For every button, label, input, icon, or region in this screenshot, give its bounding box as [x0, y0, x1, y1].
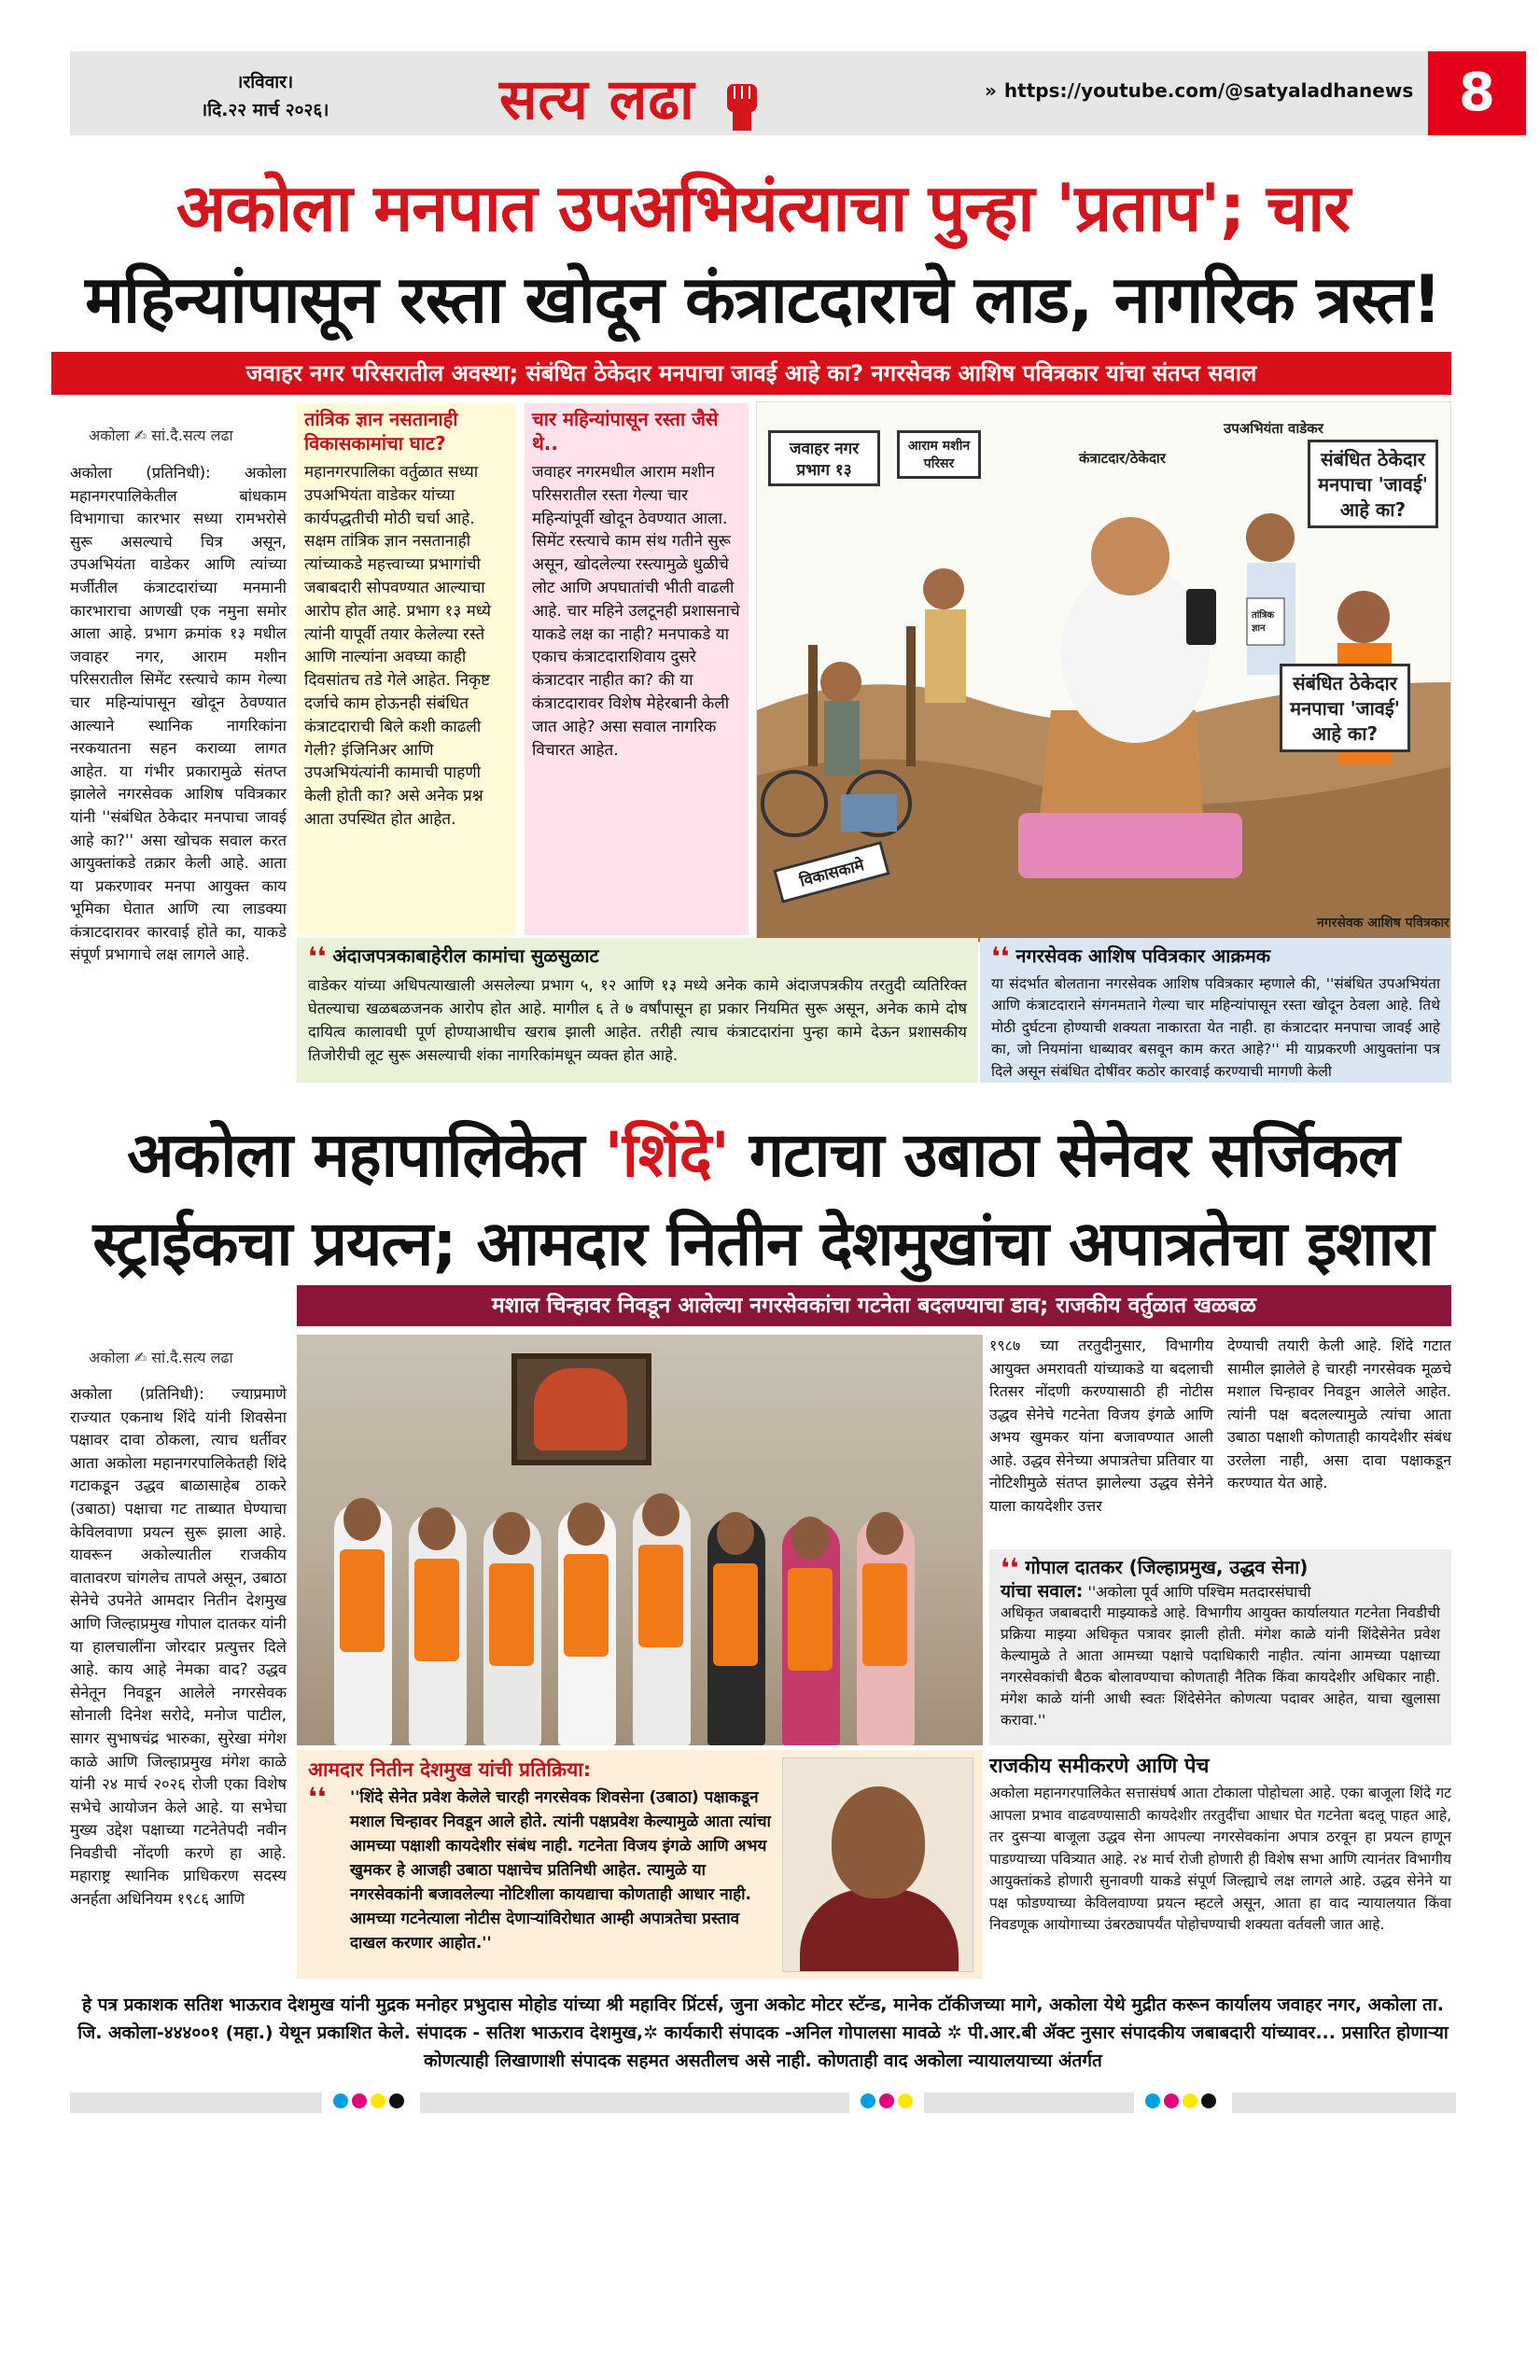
cartoon-label-engineer: उपअभियंता वाडेकर	[1224, 420, 1323, 437]
box2-body: जवाहर नगरमधील आराम मशीन परिसरातील रस्ता गेल्या चार महिन्यांपूर्वी खोदून ठेवण्यात आला. सिमेंट रस्त्याचे काम संथ गतीने सुरू असून, खोदलेल्या रस्त्यामुळे धुळीचे लोट आणि अपघातांची भीती वाढली आहे. चार महिने उलटूनही प्रशासनाचे याकडे लक्ष का नाही? मनपाकडे या एकाच कंत्राटदाराशिवाय दुसरे कंत्राटदार नाहीत का? की या कंत्राटदारावर विशेष मेहेरबानी केली जात आहे? असा सवाल नागरिक विचारत आहेत.	[532, 463, 740, 760]
newspaper-logo-text: सत्य लढा	[499, 67, 695, 133]
cartoon-label-contractor: कंत्राटदार/ठेकेदार	[1079, 450, 1166, 467]
react-title: आमदार नितीन देशमुख यांची प्रतिक्रिया:	[308, 1758, 592, 1781]
portrait-frame	[511, 1353, 651, 1465]
double-chevron-right-icon: »	[985, 79, 997, 102]
story2-headline-line1	[70, 1111, 1456, 1195]
story1-byline: अकोला ✍ सां.दै.सत्य लढा	[89, 427, 233, 444]
story2-body-right2: देण्याची तयारी केली आहे. शिंदे गटात सामील झालेले हे चारही नगरसेवक मूळचे मशाल चिन्हावर निवडून आलेले आहेत. त्यांनी पक्ष बदलल्यामुळे त्यांचा आता उबाठा पक्षाशी कोणताही कायदेशीर संबंध उरलेला नाही, असा दावा पक्षाकडून करण्यात येत आहे.	[1227, 1337, 1451, 1491]
masthead-day: ।रविवार।	[236, 72, 294, 92]
footer-bar-left	[70, 2093, 322, 2113]
cartoon-credit: नगरसेवक आशिष पवित्रकार	[1317, 916, 1449, 931]
cmyk-dots-right	[1143, 2093, 1218, 2112]
blue-box-title: नगरसेवक आशिष पवित्रकार आक्रमक	[1015, 945, 1271, 967]
quote-icon: ❛❛	[308, 1782, 327, 1813]
news-photo-group	[297, 1335, 983, 1745]
youtube-url: https://youtube.com/@satyaladhanews	[1003, 79, 1414, 102]
story2-headline-pre: अकोला महापालिकेत	[127, 1119, 605, 1191]
youtube-link[interactable]	[985, 79, 1413, 102]
story2-subhead: मशाल चिन्हावर निवडून आलेल्या नगरसेवकांचा गटनेता बदलण्याचा डाव; राजकीय वर्तुळात खळबळ	[297, 1285, 1451, 1326]
box-technical-knowledge	[297, 403, 516, 935]
box-corporator-aggressive	[980, 938, 1451, 1083]
story1-headline-line1: अकोला मनपात उपअभियंत्याचा पुन्हा 'प्रताप'; चार	[175, 170, 1351, 246]
cartoon-sign-jawai-bottom: संबंधित ठेकेदार मनपाचा 'जावई' आहे का?	[1280, 664, 1410, 752]
green-box-title: अंदाजपत्रकाबाहेरील कामांचा सुळसुळाट	[332, 945, 599, 967]
story2-headline-line2: स्ट्राईकचा प्रयत्न; आमदार नितीन देशमुखांचा अपात्रतेचा इशारा	[92, 1208, 1434, 1280]
masthead-date-text: ।दि.२२ मार्च २०२६।	[201, 100, 329, 120]
cmyk-dots-center	[859, 2093, 915, 2112]
quote-icon: ❛❛	[991, 941, 1010, 973]
green-box-body: वाडेकर यांच्या अधिपत्याखाली असलेल्या प्रभाग ५, १२ आणि १३ मध्ये अनेक कामे अंदाजपत्रकीय तरतुदी व्यतिरिक्त घेतल्याचा खळबळजनक आरोप होत आहे. मागील ६ ते ७ वर्षांपासून हा प्रकार नियमित सुरू असून, अनेक कामे दोष दायित्व कालावधी पूर्ण होण्याआधीच खराब झाली आहेत. तरीही त्याच कंत्राटदारांना पुन्हा कामे देऊन प्रशासकीय तिजोरीची लूट सुरू असल्याची शंका नागरिकांमधून व्यक्त होत आहे.	[308, 975, 967, 1064]
imprint-line: हे पत्र प्रकाशक सतिश भाऊराव देशमुख यांनी मुद्रक मनोहर प्रभुदास मोहोड यांच्या श्री महाविर प्रिंटर्स, जुना अकोट मोटर स्टॅन्ड, मानेक टॉकीजच्या मागे, अकोला येथे मुद्रीत करून कार्यालय जवाहर नगर, अकोला ता. जि. अकोला-४४४००१ (महा.) येथून प्रकाशित केले. संपादक - सतिश भाऊराव देशमुख,✲ कार्यकारी संपादक -अनिल गोपालसा मावळे ✲ पी.आर.बी ॲक्ट नुसार संपादकीय जबाबदारी यांच्यावर... प्रसारित होणाऱ्या कोणत्याही लिखाणाशी संपादक सहमत असतीलच असे नाही. कोणताही वाद अकोला न्यायालयाच्या अंतर्गत	[77, 1995, 1449, 2071]
box1-body: महानगरपालिका वर्तुळात सध्या उपअभियंता वाडेकर यांच्या कार्यपद्धतीची मोठी चर्चा आहे. सक्षम तांत्रिक ज्ञान नसतानाही त्यांच्याकडे महत्त्वाच्या प्रभागांची जबाबदारी सोपवण्यात आल्याचा आरोप होत आहे. प्रभाग १३ मध्ये त्यांनी यापूर्वी तयार केलेल्या रस्ते आणि नाल्यांना अवघ्या काही दिवसांतच तडे गेले आहेत. निकृष्ट दर्जाचे काम होऊनही संबंधित कंत्राटदाराची बिले कशी काढली गेली? इंजिनिअर आणि उपअभियंत्यांनी कामाची पाहणी केली होती का? असे अनेक प्रश्न आता उपस्थित होत आहेत.	[304, 463, 492, 829]
datkar-body-a: ''अकोला पूर्व आणि पश्चिम मतदारसंघाची	[1087, 1582, 1311, 1601]
editorial-cartoon	[756, 401, 1451, 943]
blue-box-body: या संदर्भात बोलताना नगरसेवक आशिष पवित्रकार म्हणाले की, ''संबंधित उपअभियंता आणि कंत्राटदाराने संगनमताने गेल्या चार महिन्यांपासून रस्ता खोदून ठेवला आहे. तिथे मोठी दुर्घटना होण्याची शक्यता नाकारता येत नाही. हा कंत्राटदार मनपाचा जावई आहे का, जो नियमांना धाब्यावर बसवून काम करत आहे?'' मी याप्रकरणी आयुक्तांना पत्र दिले असून संबंधित दोषींवर कठोर कारवाई करण्याची मागणी केली	[991, 974, 1440, 1080]
datkar-prefix: यांचा सवाल:	[1001, 1580, 1084, 1602]
datkar-title: गोपाल दातकर (जिल्हाप्रमुख, उद्धव सेना)	[1025, 1556, 1309, 1578]
raised-fist-icon	[716, 77, 768, 133]
footer-bar-mid-right	[924, 2093, 1134, 2113]
story2-headline-post: गटाचा उबाठा सेनेवर सर्जिकल	[728, 1119, 1399, 1191]
story2-body-right1: १९८७ च्या तरतुदीनुसार, विभागीय आयुक्त अमरावती यांच्याकडे या बदलाची रितसर नोंदणी करण्यासाठी ही नोटीस उद्धव सेनेचे गटनेता विजय इंगळे आणि अभय खुमकर यांना बजावण्यात आली आहे. उद्धव सेनेच्या अपात्रतेचा प्रतिवार या नोटिशीमुळे संतप्त झालेल्या उद्धव सेनेने याला कायदेशीर उत्तर	[989, 1337, 1213, 1515]
mla-portrait	[782, 1757, 973, 1972]
cartoon-sign-area: आराम मशीन परिसर	[897, 430, 981, 479]
cartoon-paper-label: तांत्रिक ज्ञान	[1252, 610, 1275, 634]
datkar-body-b: अधिकृत जबाबदारी माझ्याकडे आहे. विभागीय आयुक्त कार्यालयात गटनेता निवडीची प्रक्रिया माझ्या अधिकृत पत्रावर झाली होती. मंगेश काळे यांनी शिंदेसेनेत प्रवेश केल्यामुळे ते आता आमच्या पक्षाचे पदाधिकारी नाहीत. त्यांना आमच्या पक्षाच्या नगरसेवकांची बैठक बोलावण्याचा कोणताही नैतिक किंवा कायदेशीर अधिकार नाही. मंगेश काळे यांनी आधी स्वतः शिंदेसेनेत कोणत्या पदावर आहेत, याचा खुलासा करावा.''	[1001, 1603, 1440, 1729]
footer-bar-right	[1232, 2093, 1456, 2113]
box-gopal-datkar	[989, 1549, 1451, 1745]
newspaper-logo	[499, 59, 768, 135]
box1-title: तांत्रिक ज्ञान नसतानाही विकासकामांचा घाट?	[304, 408, 458, 455]
story2-body-left: अकोला (प्रतिनिधी): ज्याप्रमाणे राज्यात एकनाथ शिंदे यांनी शिवसेना पक्षावर दावा ठोकला, त्याच धर्तीवर आता अकोला महानगरपालिकेतही शिंदे गटाकडून उद्धव बाळासाहेब ठाकरे (उबाठा) पक्षाचा गट ताब्यात घेण्याचा केविलवाणा प्रयत्न सुरू झाला आहे. यावरून अकोल्यातील राजकीय वातावरण चांगलेच तापले असून, उबाठा सेनेचे उपनेते आमदार नितीन देशमुख आणि जिल्हाप्रमुख गोपाल दातकर यांनी या हालचालींना जोरदार प्रत्युत्तर दिले आहे. काय आहे नेमका वाद? उद्धव सेनेतून निवडून आलेले नगरसेवक सोनाली दिनेश सरोदे, मनोज पाटील, सागर सुभाषचंद्र भारुका, सुरेखा मंगेश काळे आणि जिल्हाप्रमुख मंगेश काळे यांनी २४ मार्च २०२६ रोजी एका विशेष सभेचे आयोजन केले आहे. या सभेचा मुख्य उद्देश पक्षाच्या गटनेतेपदी नवीन निवडीची नोंदणी करणे हा आहे. महाराष्ट्र स्थानिक प्राधिकरण सदस्य अनर्हता अधिनियम १९८६ आणि	[70, 1385, 287, 1909]
box-out-of-budget-works	[297, 938, 978, 1083]
cartoon-sign-development: विकासकामे	[773, 841, 889, 903]
quote-icon: ❛❛	[1001, 1552, 1019, 1584]
quote-icon: ❛❛	[308, 941, 327, 973]
story1-headline-line2: महिन्यांपासून रस्ता खोदून कंत्राटदाराचे लाड, नागरिक त्रस्त!	[85, 261, 1441, 338]
page-number: 8	[1428, 51, 1526, 135]
box-mla-reaction	[297, 1750, 983, 1979]
cartoon-sign-jawai-top: संबंधित ठेकेदार मनपाचा 'जावई' आहे का?	[1308, 440, 1438, 528]
box-road-four-months	[525, 403, 749, 935]
story2-headline-red: 'शिंदे'	[604, 1119, 729, 1191]
cmyk-dots-left	[331, 2093, 406, 2112]
samikaran-title: राजकीय समीकरणे आणि पेच	[989, 1755, 1210, 1778]
story2-byline: अकोला ✍ सां.दै.सत्य लढा	[89, 1349, 233, 1366]
masthead-date	[201, 68, 329, 124]
masthead	[70, 51, 1495, 135]
samikaran-body: अकोला महानगरपालिकेत सत्तासंघर्ष आता टोकाला पोहोचला आहे. एका बाजूला शिंदे गट आपला प्रभाव वाढवण्यासाठी कायदेशीर तरतुदींचा आधार घेत गटनेता बदलू पाहत आहे, तर दुसऱ्या बाजूला उद्धव सेना आपल्या नगरसेवकांना अपात्र ठरवून हा प्रयत्न हाणून पाडण्याच्या पवित्र्यात आहे. २४ मार्च रोजी होणारी ही विशेष सभा आणि त्यानंतर विभागीय आयुक्तांकडे होणारी सुनावणी याकडे संपूर्ण जिल्ह्याचे लक्ष लागले आहे. उद्धव सेनेने या पक्ष फोडण्याच्या केविलवाण्या प्रयत्न म्हटले असून, आता हा वाद न्यायालयात किंवा निवडणूक आयोगाच्या उंबरठ्यापर्यंत पोहोचण्याची शक्यता वर्तवली जात आहे.	[989, 1785, 1451, 1933]
story1-body: अकोला (प्रतिनिधी): अकोला महानगरपालिकेतील बांधकाम विभागाचा कारभार सध्या रामभरोसे सुरू असल्याचे चित्र असून, उपअभियंता वाडेकर आणि त्यांच्या मर्जीतील कंत्राटदारांच्या मनमानी कारभाराचा आणखी एक नमुना समोर आला आहे. प्रभाग क्रमांक १३ मधील जवाहर नगर, आराम मशीन परिसरातील सिमेंट रस्त्याचे काम गेल्या चार महिन्यांपासून खोदून ठेवण्यात आल्याने स्थानिक नागरिकांना नरकयातना सहन कराव्या लागत आहेत. या गंभीर प्रकारामुळे संतप्त झालेले नगरसेवक आशिष पवित्रकार यांनी ''संबंधित ठेकेदार मनपाचा जावई आहे का?'' असा खोचक सवाल करत आयुक्तांकडे तक्रार केली आहे. आता या प्रकरणावर मनपा आयुक्त काय भूमिका घेतात आणि त्या लाडक्या कंत्राटदारावर कारवाई होते का, याकडे संपूर्ण प्रभागाचे लक्ष लागले आहे.	[70, 464, 287, 964]
footer-bar-mid-left	[420, 2093, 849, 2113]
box2-title: चार महिन्यांपासून रस्ता जैसे थे..	[532, 408, 719, 455]
box-political-equations	[989, 1755, 1451, 1937]
cartoon-sign-ward: जवाहर नगर प्रभाग १३	[768, 430, 880, 486]
react-body: ''शिंदे सेनेत प्रवेश केलेले चारही नगरसेवक शिवसेना (उबाठा) पक्षाकडून मशाल चिन्हावर निवडून आले होते. त्यांनी पक्षप्रवेश केल्यामुळे आता त्यांचा आमच्या पक्षाशी कायदेशीर संबंध नाही. गटनेता विजय इंगळे आणि अभय खुमकर हे आजही उबाठा पक्षाचेच प्रतिनिधी आहेत. त्यामुळे या नगरसेवकांनी बजावलेल्या नोटिशीला कायद्याचा कोणताही आधार नाही. आमच्या गटनेत्याला नोटीस देणाऱ्यांविरोधात आम्ही अपात्रतेचा प्रस्ताव दाखल करणार आहोत.''	[350, 1788, 771, 1953]
story1-subhead: जवाहर नगर परिसरातील अवस्था; संबंधित ठेकेदार मनपाचा जावई आहे का? नगरसेवक आशिष पवित्रकार यांचा संतप्त सवाल	[51, 352, 1451, 395]
